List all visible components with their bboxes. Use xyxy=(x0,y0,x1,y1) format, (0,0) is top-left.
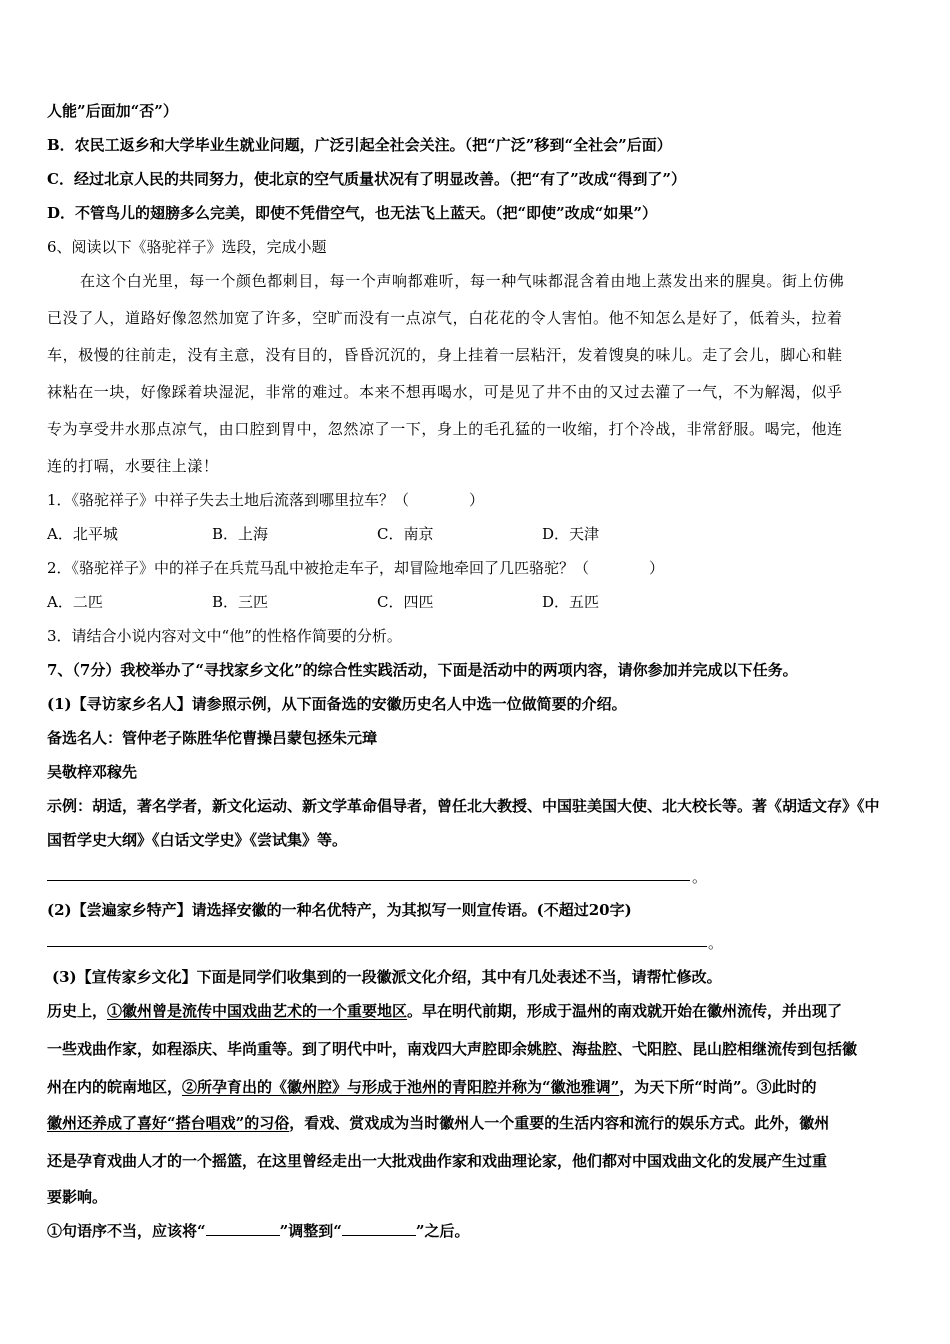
text-fragment: 。早在明代前期，形成于温州的南戏就开始在徽州流传，并出现了 xyxy=(407,1002,843,1020)
period-mark: 。 xyxy=(692,868,708,886)
task-2: (2)【尝遍家乡特产】请选择安徽的一种名优特产，为其拟写一则宣传语。(不超过20字) xyxy=(47,901,632,919)
task-1: (1)【寻访家乡名人】请参照示例，从下面备选的安徽历史名人中选一位做简要的介绍。 xyxy=(47,695,627,713)
period-mark: 。 xyxy=(708,934,724,952)
candidate-list: 备选名人：管仲老子陈胜华佗曹操吕蒙包拯朱元璋 xyxy=(47,729,378,747)
passage-line: 连的打嗝，水要往上漾！ xyxy=(47,457,219,475)
underlined-sentence-2: ②所孕育出的《徽州腔》与形成于池州的青阳腔并称为“徽池雅调” xyxy=(182,1078,620,1096)
option-c: C．四匹 xyxy=(377,593,434,611)
example-text: 示例：胡适，著名学者，新文化运动、新文学革命倡导者，曾任北大教授、中国驻美国大使、北大校长等。著《胡适文存》《中 xyxy=(47,797,880,815)
huizhou-text-line: 要影响。 xyxy=(47,1188,108,1206)
option-b: B．三匹 xyxy=(212,593,269,611)
fill-in-question xyxy=(47,1221,470,1241)
option-c: C．南京 xyxy=(377,525,434,543)
text-fragment: ”之后。 xyxy=(415,1222,470,1240)
huizhou-text-line: 一些戏曲作家，如程添庆、毕尚重等。到了明代中叶，南戏四大声腔即余姚腔、海盐腔、弋阳腔、昆山腔相继流传到包括徽 xyxy=(47,1040,858,1058)
huizhou-text-line: 还是孕育戏曲人才的一个摇篮，在这里曾经走出一大批戏曲作家和戏曲理论家，他们都对中国戏曲文化的发展产生过重 xyxy=(47,1152,828,1170)
question-3: 3．请结合小说内容对文中“他”的性格作简要的分析。 xyxy=(47,627,402,645)
candidate-list-cont: 吴敬梓邓稼先 xyxy=(47,763,138,781)
text-fragment: ，为天下所“时尚”。③此时的 xyxy=(619,1078,817,1096)
option-a: A．二匹 xyxy=(47,593,103,611)
answer-line-2[interactable] xyxy=(47,946,707,947)
option-a: A．北平城 xyxy=(47,525,118,543)
underlined-sentence-1: ①徽州曾是流传中国戏曲艺术的一个重要地区 xyxy=(107,1002,408,1020)
text-fragment: ①句语序不当，应该将“ xyxy=(47,1222,206,1240)
text-fragment: ”调整到“ xyxy=(279,1222,342,1240)
passage-line: 在这个白光里，每一个颜色都刺目，每一个声响都难听，每一种气味都混含着由地上蒸发出来的腥臭。街上仿佛 xyxy=(80,272,845,290)
text-fragment: 历史上， xyxy=(47,1002,108,1020)
question-1: 1．《骆驼祥子》中祥子失去土地后流落到哪里拉车？（ ） xyxy=(47,491,485,509)
option-c: C．经过北京人民的共同努力，使北京的空气质量状况有了明显改善。（把“有了”改成“得到了”） xyxy=(47,170,686,188)
passage-line: 专为享受井水那点凉气，由口腔到胃中，忽然凉了一下，身上的毛孔猛的一收缩，打个冷战，非常舒服。喝完，他连 xyxy=(47,420,843,438)
text-fragment: ，看戏、赏戏成为当时徽州人一个重要的生活内容和流行的娱乐方式。此外，徽州 xyxy=(289,1114,830,1132)
text-line: 人能”后面加“否”） xyxy=(47,102,178,120)
answer-line-1[interactable] xyxy=(47,880,690,881)
passage-line: 车，极慢的往前走，没有主意，没有目的，昏昏沉沉的，身上挂着一层粘汗，发着馊臭的味儿。走了会儿，脚心和鞋 xyxy=(47,346,843,364)
question-2: 2．《骆驼祥子》中的祥子在兵荒马乱中被抢走车子，却冒险地牵回了几匹骆驼？（ ） xyxy=(47,559,665,577)
passage-line: 已没了人，道路好像忽然加宽了许多，空旷而没有一点凉气，白花花的令人害怕。他不知怎么是好了，低着头，拉着 xyxy=(47,309,843,327)
question-6-heading: 6、阅读以下《骆驼祥子》选段，完成小题 xyxy=(47,238,327,256)
option-d: D．天津 xyxy=(542,525,600,543)
task-3: (3)【宣传家乡文化】下面是同学们收集到的一段徽派文化介绍，其中有几处表述不当，请帮忙修改。 xyxy=(52,968,722,986)
huizhou-text-line xyxy=(47,1077,817,1097)
question-7-heading: 7、（7分）我校举办了“寻找家乡文化”的综合性实践活动，下面是活动中的两项内容，请你参加并完成以下任务。 xyxy=(47,661,798,679)
text-fragment: 州在内的皖南地区， xyxy=(47,1078,183,1096)
option-d: D．不管鸟儿的翅膀多么完美，即使不凭借空气，也无法飞上蓝天。（把“即使”改成“如果”） xyxy=(47,204,658,222)
option-b: B．农民工返乡和大学毕业生就业问题，广泛引起全社会关注。（把“广泛”移到“全社会”后面） xyxy=(47,136,672,154)
passage-line: 袜粘在一块，好像踩着块湿泥，非常的难过。本来不想再喝水，可是见了井不由的又过去灌了一气，不为解渴，似乎 xyxy=(47,383,843,401)
answer-blank[interactable] xyxy=(342,1221,416,1236)
answer-blank[interactable] xyxy=(206,1221,280,1236)
example-text-cont: 国哲学史大纲》《白话文学史》《尝试集》等。 xyxy=(47,831,348,849)
option-b: B．上海 xyxy=(212,525,269,543)
underlined-sentence-3: 徽州还养成了喜好“搭台唱戏”的习俗 xyxy=(47,1114,290,1132)
huizhou-text-line xyxy=(47,1113,829,1133)
huizhou-text-line xyxy=(47,1001,842,1021)
option-d: D．五匹 xyxy=(542,593,600,611)
